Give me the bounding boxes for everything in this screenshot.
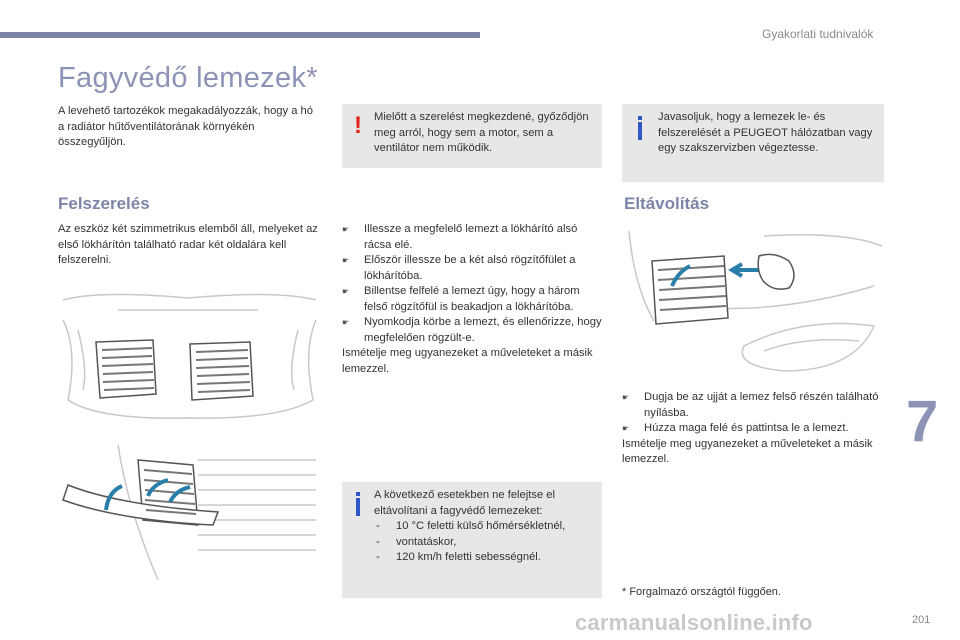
install-repeat: Ismételje meg ugyanezeket a műveleteket a másik lemezzel.	[342, 347, 593, 375]
install-step: ☛ Illessze a megfelelő lemezt a lökhárító alsó rácsa elé.	[342, 223, 578, 251]
list-item: - vontatáskor,	[374, 535, 596, 551]
install-steps	[342, 222, 604, 377]
step-arrow-icon: ☛	[342, 318, 350, 327]
watermark: carmanualsonline.info	[575, 610, 813, 635]
warning-text: Mielőtt a szerelést megkezdené, győződjön meg arról, hogy sem a motor, sem a ventilátor nem működik.	[374, 111, 589, 154]
header-bar	[0, 32, 480, 38]
info-icon	[638, 122, 642, 140]
step-arrow-icon: ☛	[342, 225, 350, 234]
section-title: Gyakorlati tudnivalók	[762, 27, 874, 41]
install-text: Az eszköz két szimmetrikus elemből áll, melyeket az első lökhárítón található radar két oldalára kell felszerelni.	[58, 223, 318, 266]
removal-steps	[622, 390, 884, 468]
page-title: Fagyvédő lemezek*	[58, 62, 318, 94]
install-step: ☛ Először illessze be a két alsó rögzítőfület a lökhárítóba.	[342, 254, 576, 282]
warning-icon: !	[354, 112, 362, 139]
removal-heading: Eltávolítás	[624, 194, 710, 213]
step-arrow-icon: ☛	[342, 256, 350, 265]
install-step: ☛ Nyomkodja körbe a lemezt, és ellenőrizze, hogy megfelelően rögzült-e.	[342, 316, 602, 344]
install-step: ☛ Billentse felfelé a lemezt úgy, hogy a három felső rögzítőfül is beakadjon a lökhárítóba.	[342, 285, 580, 313]
step-arrow-icon: ☛	[622, 424, 630, 433]
step-arrow-icon: ☛	[622, 393, 630, 402]
info-bottom-content	[374, 488, 596, 566]
list-item: - 120 km/h feletti sebességnél.	[374, 550, 596, 566]
conditions-list	[374, 519, 596, 566]
install-illustration-bottom	[58, 440, 320, 588]
page-number: 201	[912, 614, 931, 626]
info-box-bottom	[342, 482, 602, 598]
removal-step: ☛ Húzza maga felé és pattintsa le a lemezt.	[622, 421, 884, 437]
info-icon	[356, 498, 360, 516]
install-illustration-top	[58, 290, 320, 430]
removal-step: ☛ Dugja be az ujját a lemez felső részén található nyílásba.	[622, 391, 879, 419]
warning-box	[342, 104, 602, 168]
removal-repeat: Ismételje meg ugyanezeket a műveleteket a másik lemezzel.	[622, 437, 873, 465]
step-arrow-icon: ☛	[342, 287, 350, 296]
info-top-text: Javasoljuk, hogy a lemezek le- és felszerelését a PEUGEOT hálózatban vagy egy szakszervizben végeztesse.	[658, 111, 873, 154]
intro-text: A levehető tartozékok megakadályozzák, hogy a hó a radiátor hűtőventilátorának környékén összegyűljön.	[58, 105, 313, 148]
removal-illustration	[624, 226, 886, 376]
info-box-top	[622, 104, 884, 182]
chapter-number: 7	[906, 389, 939, 454]
footnote: * Forgalmazó országtól függően.	[622, 586, 781, 598]
list-item: - 10 °C feletti külső hőmérsékletnél,	[374, 519, 596, 535]
info-bottom-text: A következő esetekben ne felejtse el eltávolítani a fagyvédő lemezeket:	[374, 489, 555, 517]
install-heading: Felszerelés	[58, 194, 150, 213]
